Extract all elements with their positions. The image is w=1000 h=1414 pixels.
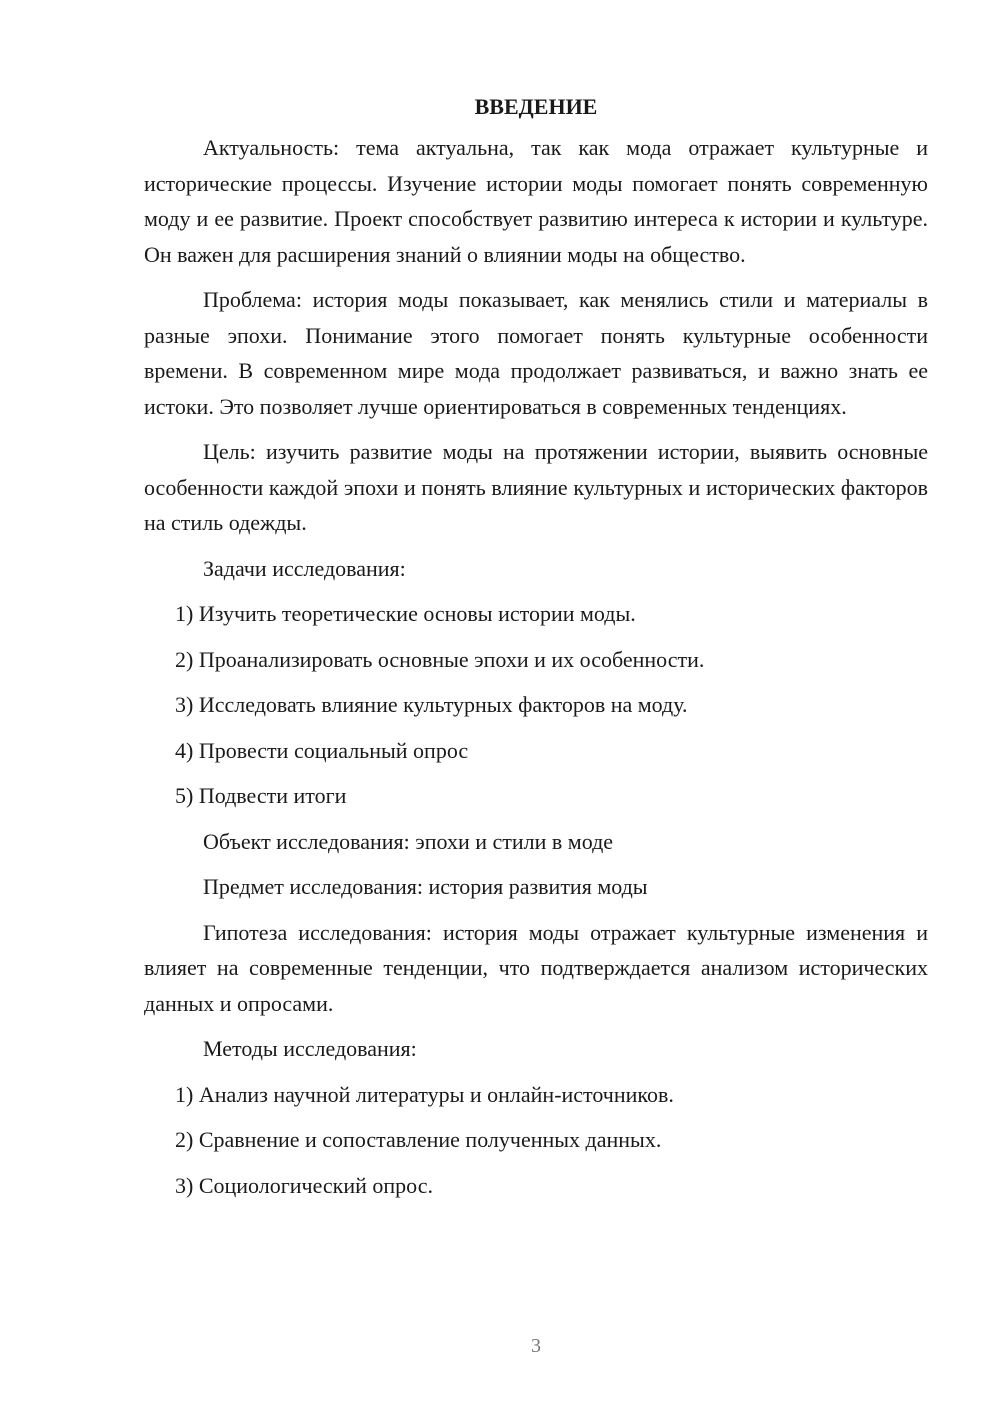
- page-number: 3: [531, 1335, 541, 1357]
- document-page: [144, 92, 928, 1213]
- task-item: 4) Провести социальный опрос: [175, 737, 469, 763]
- methods-label: Методы исследования:: [203, 1036, 417, 1061]
- method-item: 1) Анализ научной литературы и онлайн-источников.: [175, 1081, 674, 1107]
- task-item: 3) Исследовать влияние культурных факторов на моду.: [175, 692, 688, 717]
- relevance-paragraph: Актуальность: тема актуальна, так как мода отражает культурные и исторические процессы. Изучение истории моды помогает понять современную моду и ее развитие. Проект способствует развитию интереса к истории и культуре. Он важен для расширения знаний о влиянии моды на общество.: [144, 135, 928, 267]
- research-subject: Предмет исследования: история развития моды: [203, 874, 648, 899]
- method-item: 2) Сравнение и сопоставление полученных данных.: [175, 1127, 662, 1152]
- tasks-label: Задачи исследования:: [203, 555, 406, 581]
- problem-paragraph: Проблема: история моды показывает, как менялись стили и материалы в разные эпохи. Понимание этого помогает понять культурные особенности времени. В современном мире мода продолжает развиваться, и важно знать ее истоки. Это позволяет лучше ориентироваться в современных тенденциях.: [144, 287, 928, 419]
- task-item: 5) Подвести итоги: [175, 783, 347, 808]
- research-object: Объект исследования: эпохи и стили в моде: [203, 828, 614, 854]
- method-item: 3) Социологический опрос.: [175, 1172, 433, 1198]
- hypothesis-paragraph: Гипотеза исследования: история моды отражает культурные изменения и влияет на современные тенденции, что подтверждается анализом исторических данных и опросами.: [144, 919, 928, 1016]
- section-title: ВВЕДЕНИЕ: [474, 94, 598, 119]
- task-item: 1) Изучить теоретические основы истории моды.: [175, 601, 636, 626]
- goal-paragraph: Цель: изучить развитие моды на протяжении истории, выявить основные особенности каждой эпохи и понять влияние культурных и исторических факторов на стиль одежды.: [144, 439, 928, 535]
- task-item: 2) Проанализировать основные эпохи и их особенности.: [175, 646, 705, 672]
